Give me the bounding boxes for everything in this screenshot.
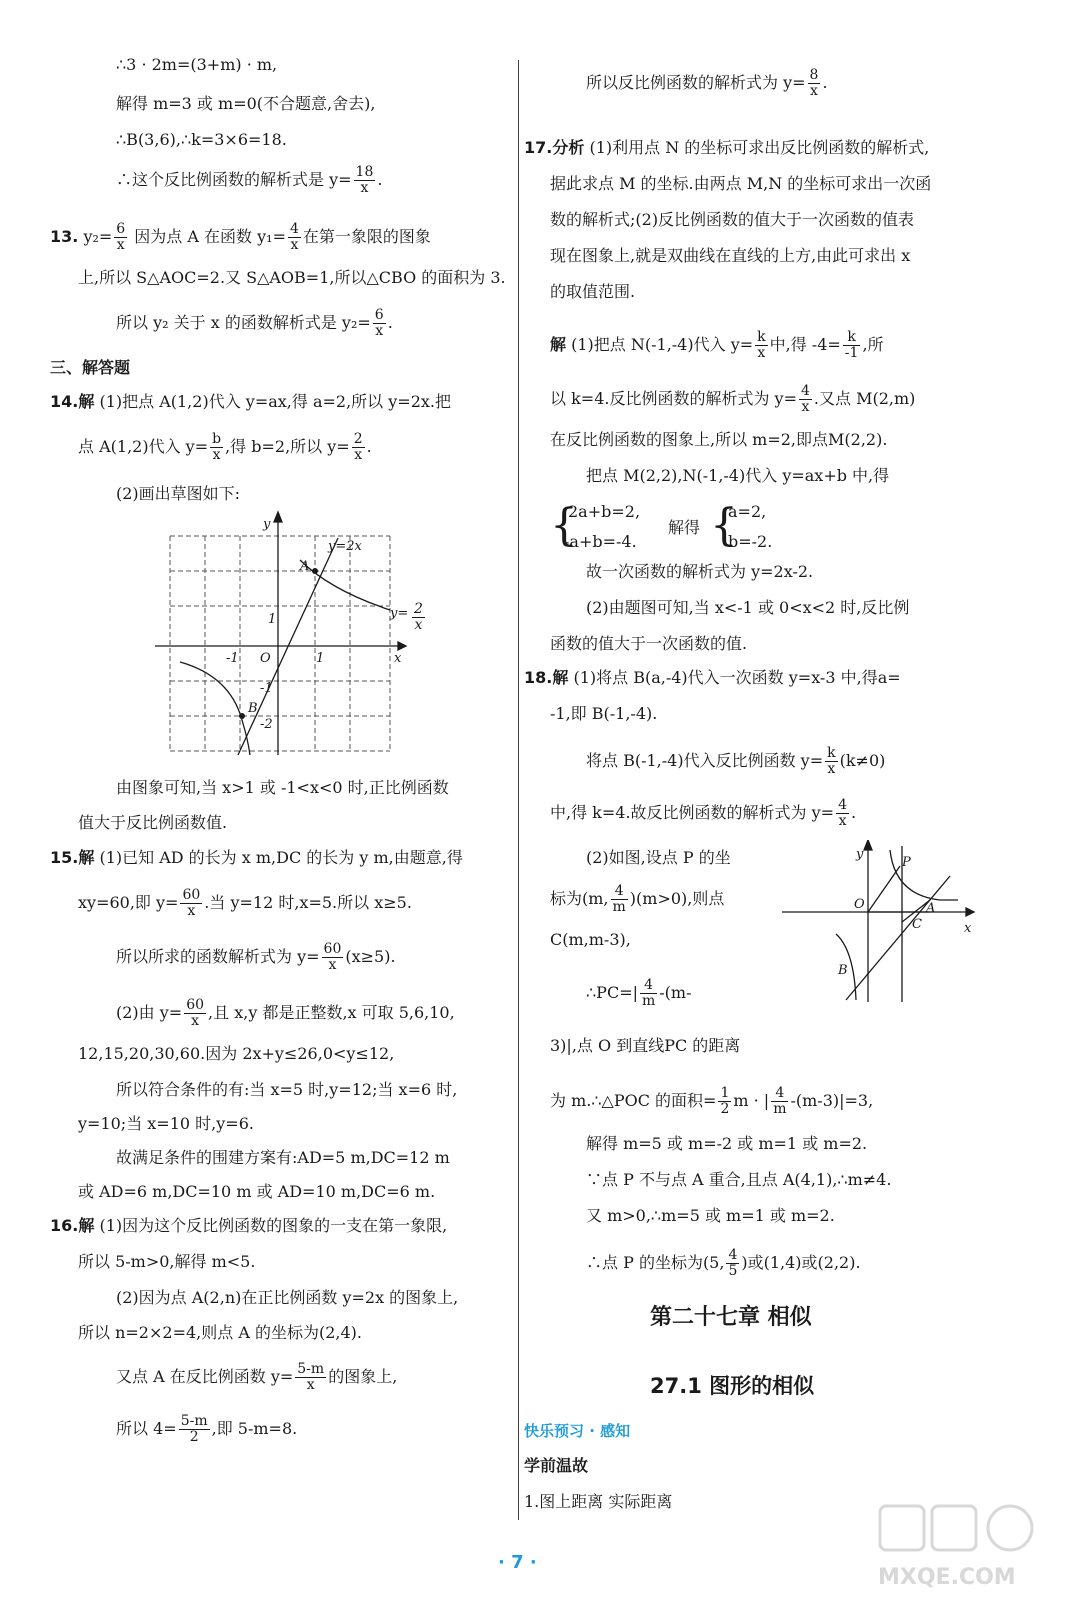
sub-heading: 学前温故 [524, 1456, 589, 1475]
text-line: 又 m>0,∴m=5 或 m=1 或 m=2. [586, 1206, 835, 1225]
axis-y-label: y [856, 847, 864, 862]
graph-problem-18 [780, 840, 980, 1005]
problem-18: 18.解 (1)将点 B(a,-4)代入一次函数 y=x-3 中,得a= [524, 668, 901, 687]
text-line: ∴3 · 2m=(3+m) · m, [116, 55, 278, 74]
text-line: ∴PC=| $\frac{4}{m}$ -(m- [586, 977, 692, 1009]
point-label: B [838, 963, 848, 978]
text-line: 点 A(1,2)代入 y= $\frac{b}{x}$ ,得 b=2,所以 y= $\frac{2}{x}$ . [78, 431, 372, 463]
line-label: y=2x [328, 539, 362, 554]
text-line: (2)由 y= $\frac{60}{x}$ ,且 x,y 都是正整数,x 可取 5,6,10, [116, 997, 455, 1029]
axis-y-label: y [263, 517, 271, 532]
text-line: 解 (1)把点 N(-1,-4)代入 y= $\frac{k}{x}$ 中,得 -4= $\frac{k}{-1}$ ,所 [550, 329, 884, 361]
text-line: ∴B(3,6),∴k=3×6=18. [116, 130, 287, 149]
curve-label-fraction: $\frac{2}{x}$ [414, 601, 423, 633]
svg-text:MXQE.COM: MXQE.COM [878, 1565, 1016, 1590]
text-line: 的取值范围. [550, 282, 636, 301]
text-line: 由图象可知,当 x>1 或 -1<x<0 时,正比例函数 [116, 778, 449, 797]
text-line: ∴点 P 的坐标为(5, $\frac{4}{5}$ )或(1,4)或(2,2). [586, 1247, 861, 1279]
text-line: 函数的值大于一次函数的值. [550, 634, 748, 653]
tick-label: -2 [260, 717, 273, 732]
text-line: 所以 4= $\frac{5-m}{2}$ ,即 5-m=8. [116, 1413, 298, 1445]
origin-label: O [854, 897, 865, 912]
text-line: 所以 n=2×2=4,则点 A 的坐标为(2,4). [78, 1323, 362, 1342]
text-line: 1.图上距离 实际距离 [524, 1492, 673, 1511]
axis-x-label: x [394, 651, 402, 666]
text-line: 数的解析式;(2)反比例函数的值大于一次函数的值表 [550, 210, 915, 229]
text-line: 故满足条件的围建方案有:AD=5 m,DC=12 m [116, 1148, 450, 1167]
section-heading: 三、解答题 [50, 358, 131, 377]
text-line: 把点 M(2,2),N(-1,-4)代入 y=ax+b 中,得 [586, 466, 890, 485]
problem-16: 16.解 (1)因为这个反比例函数的图象的一支在第一象限, [50, 1216, 448, 1235]
point-label: B [248, 701, 258, 716]
text-line: 故一次函数的解析式为 y=2x-2. [586, 562, 814, 581]
column-divider [518, 60, 519, 1520]
point-label: C [912, 917, 922, 932]
text-line: 以 k=4.反比例函数的解析式为 y= $\frac{4}{x}$ .又点 M(2,m) [550, 383, 916, 415]
section-title: 27.1 图形的相似 [650, 1374, 815, 1398]
chapter-title: 第二十七章 相似 [650, 1305, 812, 1330]
graph-problem-14 [150, 510, 410, 760]
text-line: 为 m.∴△POC 的面积= $\frac{1}{2}$ m · | $\frac{4}{m}$ -(m-3)|=3, [550, 1085, 874, 1117]
text-line: C(m,m-3), [550, 930, 631, 949]
tick-label: -1 [226, 651, 239, 666]
text-line: 12,15,20,30,60.因为 2x+y≤26,0<y≤12, [78, 1044, 395, 1063]
origin-label: O [260, 651, 271, 666]
text-line: (2)因为点 A(2,n)在正比例函数 y=2x 的图象上, [116, 1288, 459, 1307]
point-A [312, 568, 318, 574]
page-number: · 7 · [498, 1552, 537, 1573]
text-line: 所以符合条件的有:当 x=5 时,y=12;当 x=6 时, [116, 1080, 458, 1099]
text-line: 上,所以 S△AOC=2.又 S△AOB=1,所以△CBO 的面积为 3. [78, 268, 506, 287]
text-line: (2)画出草图如下: [116, 484, 241, 503]
text-line: 所以反比例函数的解析式为 y= $\frac{8}{x}$ . [586, 67, 828, 99]
text-line: (2)由题图可知,当 x<-1 或 0<x<2 时,反比例 [586, 598, 910, 617]
axis-x-label: x [964, 921, 972, 936]
curve-label: y= [390, 606, 409, 621]
problem-17: 17.分析 (1)利用点 N 的坐标可求出反比例函数的解析式, [524, 138, 930, 157]
text-line: 又点 A 在反比例函数 y= $\frac{5-m}{x}$ 的图象上, [116, 1361, 398, 1393]
text-line: 现在图象上,就是双曲线在直线的上方,由此可求出 x [550, 246, 911, 265]
text-line: ∵点 P 不与点 A 重合,且点 A(4,1),∴m≠4. [586, 1170, 892, 1189]
text-line: 解得 m=3 或 m=0(不合题意,舍去), [116, 94, 376, 113]
text-line: 将点 B(-1,-4)代入反比例函数 y= $\frac{k}{x}$ (k≠0) [586, 745, 886, 777]
text-line: -1,即 B(-1,-4). [550, 704, 658, 723]
text-line: ∴这个反比例函数的解析式是 y= $\frac{18}{x}$ . [116, 164, 383, 196]
tick-label: 1 [268, 612, 277, 627]
text-line: (2)如图,设点 P 的坐 [586, 848, 731, 867]
text-line: 所以 y₂ 关于 x 的函数解析式是 y₂= $\frac{6}{x}$ . [116, 307, 393, 339]
text-line: 在反比例函数的图象上,所以 m=2,即点M(2,2). [550, 430, 888, 449]
section-tag: 快乐预习 · 感知 [524, 1422, 631, 1440]
point-label: P [902, 855, 911, 870]
problem-14: 14.解 (1)把点 A(1,2)代入 y=ax,得 a=2,所以 y=2x.把 [50, 392, 451, 411]
text-line: xy=60,即 y= $\frac{60}{x}$ .当 y=12 时,x=5.所以 x≥5. [78, 887, 412, 919]
text-line: 所以 5-m>0,解得 m<5. [78, 1252, 256, 1271]
text-line: y=10;当 x=10 时,y=6. [78, 1114, 254, 1133]
text-line: 据此求点 M 的坐标.由两点 M,N 的坐标可求出一次函 [550, 174, 932, 193]
fraction: $\frac{18}{x}$ [355, 164, 374, 196]
problem-13: 13. y₂= $\frac{6}{x}$ 因为点 A 在函数 y₁= $\frac{4}{x}$ 在第一象限的图象 [50, 221, 431, 253]
point-label: A [926, 901, 936, 916]
watermark-logo [870, 1500, 1050, 1595]
problem-15: 15.解 (1)已知 AD 的长为 x m,DC 的长为 y m,由题意,得 [50, 848, 463, 867]
tick-label: -1 [260, 681, 273, 696]
tick-label: 1 [316, 651, 325, 666]
text-line: 中,得 k=4.故反比例函数的解析式为 y= $\frac{4}{x}$ . [550, 797, 857, 829]
text-line: 标为(m, $\frac{4}{m}$ )(m>0),则点 [550, 883, 725, 915]
text-line: 所以所求的函数解析式为 y= $\frac{60}{x}$ (x≥5). [116, 941, 396, 973]
text-line: 值大于反比例函数值. [78, 813, 228, 832]
text-line: 解得 m=5 或 m=-2 或 m=1 或 m=2. [586, 1134, 868, 1153]
point-B [239, 713, 245, 719]
text-line: 或 AD=6 m,DC=10 m 或 AD=10 m,DC=6 m. [78, 1182, 436, 1201]
point-label: A [300, 559, 310, 574]
text-line: 3)|,点 O 到直线PC 的距离 [550, 1036, 741, 1055]
